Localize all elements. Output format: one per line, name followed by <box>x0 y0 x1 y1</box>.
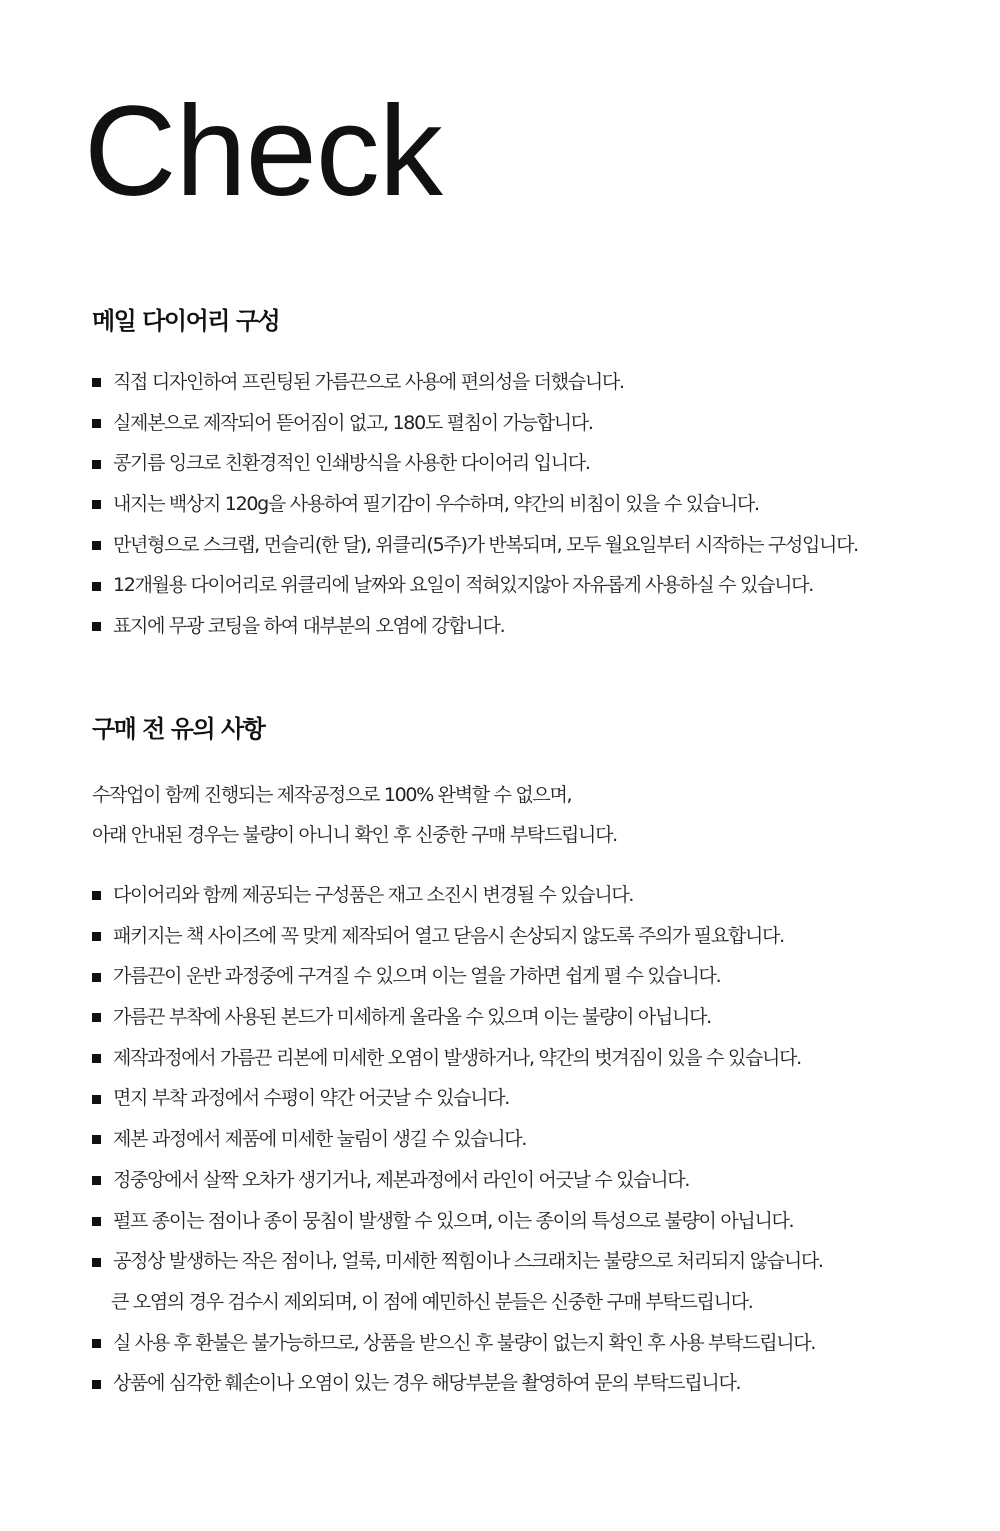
list-item-text: 상품에 심각한 훼손이나 오염이 있는 경우 해당부분을 촬영하여 문의 부탁드립니다. <box>113 1372 741 1395</box>
square-bullet-icon <box>92 378 101 387</box>
section-heading-composition: 메일 다이어리 구성 <box>92 307 280 335</box>
list-item-text: 정중앙에서 살짝 오차가 생기거나, 제본과정에서 라인이 어긋날 수 있습니다. <box>113 1168 690 1191</box>
square-bullet-icon <box>92 622 101 631</box>
square-bullet-icon <box>92 1176 101 1185</box>
list-item <box>0 1241 1000 1282</box>
list-item-text: 실제본으로 제작되어 뜯어짐이 없고, 180도 펼침이 가능합니다. <box>113 411 593 434</box>
list-item-text: 패키지는 책 사이즈에 꼭 맞게 제작되어 열고 닫음시 손상되지 않도록 주의가 필요합니다. <box>113 924 784 947</box>
list-item-text: 면지 부착 과정에서 수평이 약간 어긋날 수 있습니다. <box>113 1087 510 1110</box>
list-item-text: 직접 디자인하여 프린팅된 가름끈으로 사용에 편의성을 더했습니다. <box>113 371 624 393</box>
list-item <box>0 606 1000 647</box>
list-item <box>0 875 1000 916</box>
square-bullet-icon <box>92 932 101 941</box>
square-bullet-icon <box>92 1013 101 1022</box>
list-item <box>0 565 1000 606</box>
list-item-text: 12개월용 다이어리로 위클리에 날짜와 요일이 적혀있지않아 자유롭게 사용하실 수 있습니다. <box>113 574 813 597</box>
list-item-continuation <box>0 1282 1000 1323</box>
list-item <box>0 1363 1000 1404</box>
square-bullet-icon <box>92 541 101 550</box>
square-bullet-icon <box>92 460 101 469</box>
square-bullet-icon <box>92 582 101 591</box>
list-item <box>0 443 1000 484</box>
list-item-text: 가름끈 부착에 사용된 본드가 미세하게 올라올 수 있으며 이는 불량이 아닙니다. <box>113 1006 711 1029</box>
list-item <box>0 956 1000 997</box>
list-item <box>0 1323 1000 1364</box>
list-item-text: 제작과정에서 가름끈 리본에 미세한 오염이 발생하거나, 약간의 벗겨짐이 있을 수 있습니다. <box>113 1046 801 1069</box>
list-item <box>0 997 1000 1038</box>
list-item-text: 표지에 무광 코팅을 하여 대부분의 오염에 강합니다. <box>113 615 505 638</box>
list-item-text: 실 사용 후 환불은 불가능하므로, 상품을 받으신 후 불량이 없는지 확인 후 사용 부탁드립니다. <box>113 1331 816 1354</box>
intro-line: 수작업이 함께 진행되는 제작공정으로 100% 완벽할 수 없으며, <box>92 784 572 806</box>
list-item <box>0 1078 1000 1119</box>
precautions-intro <box>92 775 617 855</box>
list-item <box>0 1160 1000 1201</box>
list-item-text: 만년형으로 스크랩, 먼슬리(한 달), 위클리(5주)가 반복되며, 모두 월요일부터 시작하는 구성입니다. <box>113 533 858 556</box>
list-item-text: 펄프 종이는 점이나 종이 뭉침이 발생할 수 있으며, 이는 종이의 특성으로 불량이 아닙니다. <box>113 1209 794 1232</box>
square-bullet-icon <box>92 1380 101 1389</box>
square-bullet-icon <box>92 419 101 428</box>
list-item <box>0 916 1000 957</box>
section-heading-precautions: 구매 전 유의 사항 <box>92 715 265 743</box>
square-bullet-icon <box>92 891 101 900</box>
precautions-list <box>0 875 1000 1404</box>
square-bullet-icon <box>92 1339 101 1348</box>
list-item <box>0 1038 1000 1079</box>
list-item-text: 공정상 발생하는 작은 점이나, 얼룩, 미세한 찍힘이나 스크래치는 불량으로 처리되지 않습니다. <box>113 1250 823 1273</box>
square-bullet-icon <box>92 1135 101 1144</box>
list-item <box>0 403 1000 444</box>
list-item-text: 다이어리와 함께 제공되는 구성품은 재고 소진시 변경될 수 있습니다. <box>113 884 634 906</box>
list-item <box>0 362 1000 403</box>
square-bullet-icon <box>92 1054 101 1063</box>
list-item <box>0 484 1000 525</box>
list-item-text: 가름끈이 운반 과정중에 구겨질 수 있으며 이는 열을 가하면 쉽게 펼 수 있습니다. <box>113 965 721 988</box>
square-bullet-icon <box>92 1217 101 1226</box>
list-item <box>0 1119 1000 1160</box>
intro-line: 아래 안내된 경우는 불량이 아니니 확인 후 신중한 구매 부탁드립니다. <box>92 824 617 846</box>
list-item <box>0 1201 1000 1242</box>
list-item-text: 콩기름 잉크로 친환경적인 인쇄방식을 사용한 다이어리 입니다. <box>113 452 590 475</box>
list-item-text: 큰 오염의 경우 검수시 제외되며, 이 점에 예민하신 분들은 신중한 구매 부탁드립니다. <box>111 1290 753 1313</box>
square-bullet-icon <box>92 973 101 982</box>
composition-list <box>0 362 1000 647</box>
square-bullet-icon <box>92 1258 101 1267</box>
square-bullet-icon <box>92 500 101 509</box>
square-bullet-icon <box>92 1095 101 1104</box>
list-item-text: 내지는 백상지 120g을 사용하여 필기감이 우수하며, 약간의 비침이 있을 수 있습니다. <box>113 493 759 516</box>
page-title: Check <box>84 80 442 223</box>
list-item-text: 제본 과정에서 제품에 미세한 눌림이 생길 수 있습니다. <box>113 1128 527 1151</box>
list-item <box>0 525 1000 566</box>
